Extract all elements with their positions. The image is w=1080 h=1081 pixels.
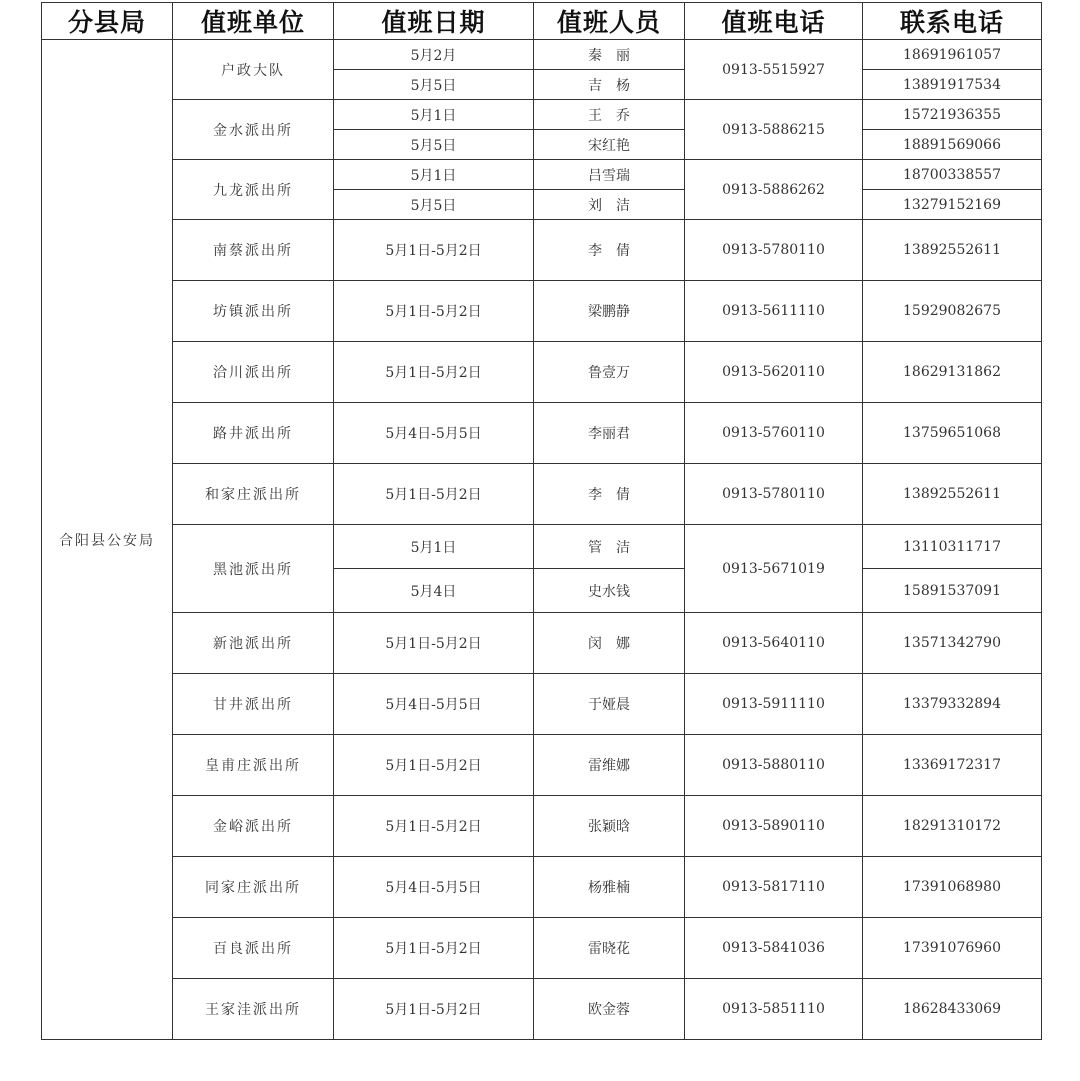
duty-date-cell: 5月1日 (334, 160, 534, 190)
table-row (42, 281, 1042, 342)
table-row (42, 613, 1042, 674)
duty-person-cell: 欧金蓉 (534, 979, 685, 1040)
contact-phone-cell: 13759651068 (863, 403, 1042, 464)
unit-name-cell: 甘井派出所 (173, 674, 334, 735)
contact-phone-cell: 13892552611 (863, 464, 1042, 525)
header-date: 值班日期 (334, 3, 534, 40)
duty-date-cell: 5月2月 (334, 40, 534, 70)
duty-person-cell: 张颖晗 (534, 796, 685, 857)
contact-phone-cell: 18700338557 (863, 160, 1042, 190)
duty-date-cell: 5月1日-5月2日 (334, 220, 534, 281)
duty-phone-cell: 0913-5841036 (685, 918, 863, 979)
duty-phone-cell: 0913-5880110 (685, 735, 863, 796)
table-row (42, 403, 1042, 464)
duty-phone-cell: 0913-5886215 (685, 100, 863, 160)
duty-person-cell: 王 乔 (534, 100, 685, 130)
unit-name-cell: 洽川派出所 (173, 342, 334, 403)
duty-date-cell: 5月1日-5月2日 (334, 979, 534, 1040)
contact-phone-cell: 13571342790 (863, 613, 1042, 674)
unit-name-cell: 和家庄派出所 (173, 464, 334, 525)
duty-date-cell: 5月1日 (334, 525, 534, 569)
duty-date-cell: 5月1日 (334, 100, 534, 130)
table-row (42, 525, 1042, 569)
header-duty-phone: 值班电话 (685, 3, 863, 40)
duty-phone-cell: 0913-5780110 (685, 220, 863, 281)
unit-name-cell: 路井派出所 (173, 403, 334, 464)
duty-person-cell: 管 洁 (534, 525, 685, 569)
table-row (42, 160, 1042, 190)
unit-name-cell: 皇甫庄派出所 (173, 735, 334, 796)
duty-date-cell: 5月1日-5月2日 (334, 796, 534, 857)
duty-phone-cell: 0913-5851110 (685, 979, 863, 1040)
duty-date-cell: 5月1日-5月2日 (334, 281, 534, 342)
duty-phone-cell: 0913-5890110 (685, 796, 863, 857)
table-row (42, 100, 1042, 130)
duty-date-cell: 5月1日-5月2日 (334, 464, 534, 525)
unit-name-cell: 王家洼派出所 (173, 979, 334, 1040)
duty-person-cell: 雷维娜 (534, 735, 685, 796)
unit-name-cell: 金峪派出所 (173, 796, 334, 857)
table-row (42, 857, 1042, 918)
duty-date-cell: 5月4日-5月5日 (334, 674, 534, 735)
duty-phone-cell: 0913-5780110 (685, 464, 863, 525)
duty-person-cell: 李丽君 (534, 403, 685, 464)
duty-date-cell: 5月5日 (334, 70, 534, 100)
duty-person-cell: 鲁壹万 (534, 342, 685, 403)
contact-phone-cell: 13891917534 (863, 70, 1042, 100)
duty-date-cell: 5月1日-5月2日 (334, 613, 534, 674)
duty-person-cell: 梁鹏静 (534, 281, 685, 342)
contact-phone-cell: 18629131862 (863, 342, 1042, 403)
header-bureau: 分县局 (42, 3, 173, 40)
duty-phone-cell: 0913-5515927 (685, 40, 863, 100)
header-contact-phone: 联系电话 (863, 3, 1042, 40)
unit-name-cell: 金水派出所 (173, 100, 334, 160)
unit-name-cell: 同家庄派出所 (173, 857, 334, 918)
contact-phone-cell: 18291310172 (863, 796, 1042, 857)
duty-date-cell: 5月1日-5月2日 (334, 342, 534, 403)
header-unit: 值班单位 (173, 3, 334, 40)
unit-name-cell: 户政大队 (173, 40, 334, 100)
duty-date-cell: 5月4日-5月5日 (334, 403, 534, 464)
contact-phone-cell: 17391076960 (863, 918, 1042, 979)
duty-person-cell: 史水钱 (534, 569, 685, 613)
duty-phone-cell: 0913-5620110 (685, 342, 863, 403)
table-row (42, 342, 1042, 403)
duty-phone-cell: 0913-5886262 (685, 160, 863, 220)
contact-phone-cell: 17391068980 (863, 857, 1042, 918)
duty-person-cell: 吕雪瑞 (534, 160, 685, 190)
contact-phone-cell: 18628433069 (863, 979, 1042, 1040)
duty-phone-cell: 0913-5640110 (685, 613, 863, 674)
duty-phone-cell: 0913-5760110 (685, 403, 863, 464)
unit-name-cell: 南蔡派出所 (173, 220, 334, 281)
duty-date-cell: 5月4日-5月5日 (334, 857, 534, 918)
unit-name-cell: 百良派出所 (173, 918, 334, 979)
duty-person-cell: 吉 杨 (534, 70, 685, 100)
contact-phone-cell: 15929082675 (863, 281, 1042, 342)
duty-person-cell: 杨雅楠 (534, 857, 685, 918)
duty-date-cell: 5月1日-5月2日 (334, 918, 534, 979)
duty-person-cell: 李 倩 (534, 464, 685, 525)
contact-phone-cell: 13110311717 (863, 525, 1042, 569)
table-header (42, 3, 1042, 40)
contact-phone-cell: 13279152169 (863, 190, 1042, 220)
contact-phone-cell: 15721936355 (863, 100, 1042, 130)
duty-phone-cell: 0913-5611110 (685, 281, 863, 342)
table-row (42, 735, 1042, 796)
unit-name-cell: 黑池派出所 (173, 525, 334, 613)
duty-person-cell: 雷晓花 (534, 918, 685, 979)
header-row (42, 3, 1042, 40)
contact-phone-cell: 13892552611 (863, 220, 1042, 281)
duty-phone-cell: 0913-5911110 (685, 674, 863, 735)
bureau-cell: 合阳县公安局 (42, 40, 173, 1040)
table-body (42, 40, 1042, 1040)
table-row (42, 464, 1042, 525)
duty-person-cell: 宋红艳 (534, 130, 685, 160)
unit-name-cell: 坊镇派出所 (173, 281, 334, 342)
contact-phone-cell: 18891569066 (863, 130, 1042, 160)
duty-phone-cell: 0913-5671019 (685, 525, 863, 613)
unit-name-cell: 新池派出所 (173, 613, 334, 674)
table-row (42, 918, 1042, 979)
duty-date-cell: 5月5日 (334, 130, 534, 160)
duty-date-cell: 5月1日-5月2日 (334, 735, 534, 796)
table-row (42, 674, 1042, 735)
table-row (42, 979, 1042, 1040)
header-person: 值班人员 (534, 3, 685, 40)
duty-phone-cell: 0913-5817110 (685, 857, 863, 918)
duty-date-cell: 5月5日 (334, 190, 534, 220)
duty-person-cell: 于娅晨 (534, 674, 685, 735)
contact-phone-cell: 15891537091 (863, 569, 1042, 613)
table-row (42, 40, 1042, 70)
duty-person-cell: 李 倩 (534, 220, 685, 281)
contact-phone-cell: 13379332894 (863, 674, 1042, 735)
contact-phone-cell: 18691961057 (863, 40, 1042, 70)
contact-phone-cell: 13369172317 (863, 735, 1042, 796)
unit-name-cell: 九龙派出所 (173, 160, 334, 220)
duty-roster-table (41, 2, 1042, 1040)
table-row (42, 796, 1042, 857)
duty-date-cell: 5月4日 (334, 569, 534, 613)
duty-person-cell: 刘 洁 (534, 190, 685, 220)
table-row (42, 220, 1042, 281)
duty-person-cell: 闵 娜 (534, 613, 685, 674)
duty-person-cell: 秦 丽 (534, 40, 685, 70)
